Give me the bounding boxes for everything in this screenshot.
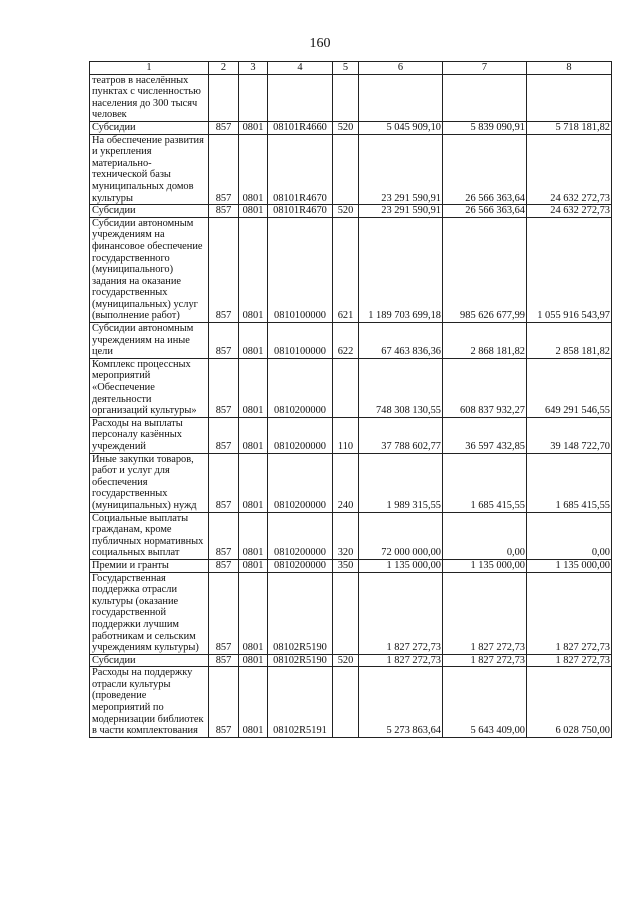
gr-code-cell: 857 (209, 323, 239, 359)
amount-year2-cell: 26 566 363,64 (443, 205, 527, 218)
amount-year3-cell: 24 632 272,73 (527, 134, 612, 205)
target-article-cell: 0810200000 (268, 512, 333, 559)
amount-year1-cell: 748 308 130,55 (359, 358, 443, 417)
amount-year1-cell (359, 74, 443, 121)
expense-type-cell (333, 134, 359, 205)
col-header-2: 2 (209, 62, 239, 75)
target-article-cell: 08101R4670 (268, 134, 333, 205)
table-row (90, 667, 612, 738)
section-code-cell: 0801 (239, 205, 268, 218)
amount-year3-cell: 1 135 000,00 (527, 559, 612, 572)
amount-year3-cell: 5 718 181,82 (527, 121, 612, 134)
row-name-cell: Иные закупки товаров, работ и услуг для обеспечения государственных (муниципальных) нужд (90, 453, 209, 512)
gr-code-cell: 857 (209, 121, 239, 134)
table-row (90, 572, 612, 654)
expense-type-cell: 350 (333, 559, 359, 572)
row-name-cell: Субсидии (90, 205, 209, 218)
amount-year1-cell: 1 189 703 699,18 (359, 217, 443, 322)
row-name-cell: Премии и гранты (90, 559, 209, 572)
amount-year3-cell: 1 685 415,55 (527, 453, 612, 512)
row-name-cell: Социальные выплаты гражданам, кроме публичных нормативных социальных выплат (90, 512, 209, 559)
table-row (90, 654, 612, 667)
gr-code-cell: 857 (209, 134, 239, 205)
gr-code-cell: 857 (209, 572, 239, 654)
table-row (90, 205, 612, 218)
row-name-cell: Государственная поддержка отрасли культуры (оказание государственной поддержки лучшим работникам и сельским учреждениям культуры) (90, 572, 209, 654)
gr-code-cell: 857 (209, 667, 239, 738)
amount-year1-cell: 5 045 909,10 (359, 121, 443, 134)
amount-year2-cell: 5 643 409,00 (443, 667, 527, 738)
section-code-cell: 0801 (239, 417, 268, 453)
expense-type-cell: 240 (333, 453, 359, 512)
section-code-cell: 0801 (239, 559, 268, 572)
amount-year3-cell: 39 148 722,70 (527, 417, 612, 453)
row-name-cell: театров в населённых пунктах с численностью населения до 300 тысяч человек (90, 74, 209, 121)
header-row (90, 62, 612, 75)
table-row (90, 453, 612, 512)
amount-year1-cell: 23 291 590,91 (359, 205, 443, 218)
expense-type-cell (333, 572, 359, 654)
target-article-cell: 08102R5191 (268, 667, 333, 738)
target-article-cell: 08101R4670 (268, 205, 333, 218)
col-header-5: 5 (333, 62, 359, 75)
amount-year3-cell: 0,00 (527, 512, 612, 559)
col-header-1: 1 (90, 62, 209, 75)
row-name-cell: Расходы на выплаты персоналу казённых учреждений (90, 417, 209, 453)
target-article-cell: 0810100000 (268, 217, 333, 322)
amount-year2-cell (443, 74, 527, 121)
target-article-cell: 0810100000 (268, 323, 333, 359)
row-name-cell: Субсидии автономным учреждениям на финансовое обеспечение государственного (муниципального) задания на оказание государственных (муниципальных) услуг (выполнение работ) (90, 217, 209, 322)
expense-type-cell (333, 74, 359, 121)
amount-year2-cell: 985 626 677,99 (443, 217, 527, 322)
amount-year1-cell: 1 989 315,55 (359, 453, 443, 512)
section-code-cell: 0801 (239, 121, 268, 134)
section-code-cell: 0801 (239, 667, 268, 738)
table-row (90, 121, 612, 134)
gr-code-cell: 857 (209, 417, 239, 453)
amount-year3-cell (527, 74, 612, 121)
amount-year2-cell: 0,00 (443, 512, 527, 559)
section-code-cell (239, 74, 268, 121)
gr-code-cell: 857 (209, 512, 239, 559)
col-header-7: 7 (443, 62, 527, 75)
amount-year2-cell: 1 827 272,73 (443, 654, 527, 667)
gr-code-cell (209, 74, 239, 121)
amount-year1-cell: 67 463 836,36 (359, 323, 443, 359)
row-name-cell: Субсидии автономным учреждениям на иные цели (90, 323, 209, 359)
amount-year3-cell: 1 827 272,73 (527, 572, 612, 654)
col-header-8: 8 (527, 62, 612, 75)
expense-type-cell: 520 (333, 654, 359, 667)
section-code-cell: 0801 (239, 217, 268, 322)
amount-year3-cell: 2 858 181,82 (527, 323, 612, 359)
col-header-4: 4 (268, 62, 333, 75)
expense-type-cell: 520 (333, 121, 359, 134)
row-name-cell: Субсидии (90, 121, 209, 134)
expense-type-cell: 320 (333, 512, 359, 559)
amount-year1-cell: 1 827 272,73 (359, 654, 443, 667)
amount-year3-cell: 649 291 546,55 (527, 358, 612, 417)
amount-year3-cell: 1 827 272,73 (527, 654, 612, 667)
gr-code-cell: 857 (209, 453, 239, 512)
target-article-cell: 08102R5190 (268, 572, 333, 654)
expense-type-cell: 520 (333, 205, 359, 218)
table-row (90, 217, 612, 322)
gr-code-cell: 857 (209, 205, 239, 218)
amount-year2-cell: 608 837 932,27 (443, 358, 527, 417)
amount-year3-cell: 24 632 272,73 (527, 205, 612, 218)
section-code-cell: 0801 (239, 572, 268, 654)
amount-year1-cell: 1 135 000,00 (359, 559, 443, 572)
section-code-cell: 0801 (239, 654, 268, 667)
amount-year2-cell: 2 868 181,82 (443, 323, 527, 359)
row-name-cell: Расходы на поддержку отрасли культуры (проведение мероприятий по модернизации библиотек в части комплектования (90, 667, 209, 738)
amount-year2-cell: 1 135 000,00 (443, 559, 527, 572)
amount-year2-cell: 26 566 363,64 (443, 134, 527, 205)
section-code-cell: 0801 (239, 134, 268, 205)
amount-year1-cell: 72 000 000,00 (359, 512, 443, 559)
amount-year3-cell: 1 055 916 543,97 (527, 217, 612, 322)
target-article-cell: 0810200000 (268, 453, 333, 512)
amount-year1-cell: 23 291 590,91 (359, 134, 443, 205)
table-row (90, 417, 612, 453)
target-article-cell: 08102R5190 (268, 654, 333, 667)
expense-type-cell (333, 358, 359, 417)
amount-year1-cell: 1 827 272,73 (359, 572, 443, 654)
table-row (90, 512, 612, 559)
page-number: 160 (309, 36, 331, 51)
section-code-cell: 0801 (239, 512, 268, 559)
row-name-cell: Комплекс процессных мероприятий «Обеспечение деятельности организаций культуры» (90, 358, 209, 417)
target-article-cell: 0810200000 (268, 417, 333, 453)
amount-year2-cell: 36 597 432,85 (443, 417, 527, 453)
section-code-cell: 0801 (239, 453, 268, 512)
table-row (90, 358, 612, 417)
table-row (90, 323, 612, 359)
gr-code-cell: 857 (209, 654, 239, 667)
expense-type-cell: 622 (333, 323, 359, 359)
expense-type-cell (333, 667, 359, 738)
amount-year2-cell: 1 685 415,55 (443, 453, 527, 512)
gr-code-cell: 857 (209, 217, 239, 322)
expense-type-cell: 621 (333, 217, 359, 322)
gr-code-cell: 857 (209, 559, 239, 572)
table-row (90, 559, 612, 572)
section-code-cell: 0801 (239, 358, 268, 417)
target-article-cell (268, 74, 333, 121)
target-article-cell: 0810200000 (268, 559, 333, 572)
amount-year2-cell: 1 827 272,73 (443, 572, 527, 654)
amount-year2-cell: 5 839 090,91 (443, 121, 527, 134)
row-name-cell: Субсидии (90, 654, 209, 667)
amount-year3-cell: 6 028 750,00 (527, 667, 612, 738)
amount-year1-cell: 37 788 602,77 (359, 417, 443, 453)
table-row (90, 74, 612, 121)
table-row (90, 134, 612, 205)
expense-type-cell: 110 (333, 417, 359, 453)
row-name-cell: На обеспечение развития и укрепления материально-технической базы муниципальных домов культуры (90, 134, 209, 205)
target-article-cell: 0810200000 (268, 358, 333, 417)
target-article-cell: 08101R4660 (268, 121, 333, 134)
section-code-cell: 0801 (239, 323, 268, 359)
gr-code-cell: 857 (209, 358, 239, 417)
budget-table (89, 61, 612, 738)
col-header-6: 6 (359, 62, 443, 75)
amount-year1-cell: 5 273 863,64 (359, 667, 443, 738)
col-header-3: 3 (239, 62, 268, 75)
